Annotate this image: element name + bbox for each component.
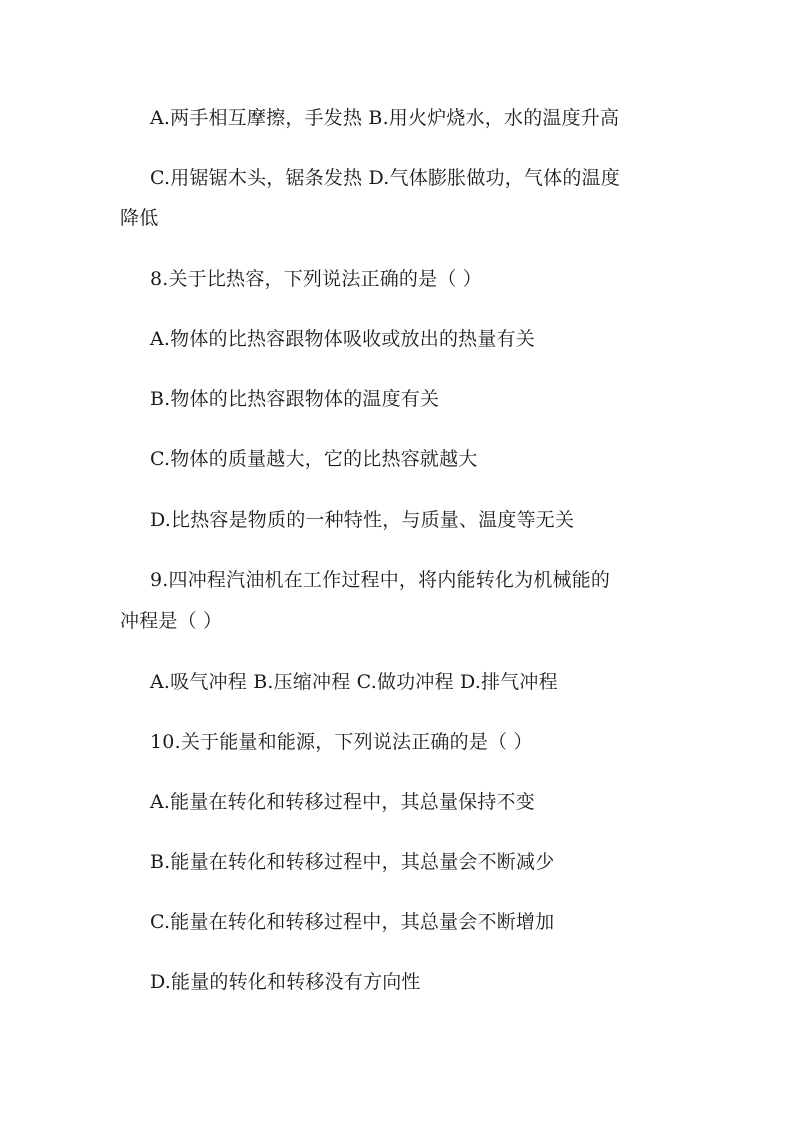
q9-options: A.吸气冲程 B.压缩冲程 C.做功冲程 D.排气冲程: [150, 671, 558, 693]
q10-option-b: B.能量在转化和转移过程中，其总量会不断减少: [150, 851, 555, 873]
q10-option-d: D.能量的转化和转移没有方向性: [150, 971, 421, 993]
q7-options-cd-continued: 降低: [120, 207, 159, 229]
question-8: 8.关于比热容，下列说法正确的是（ ）: [150, 268, 482, 290]
q7-options-cd: C.用锯锯木头，锯条发热 D.气体膨胀做功，气体的温度: [150, 167, 620, 189]
q8-option-c: C.物体的质量越大，它的比热容就越大: [150, 448, 478, 470]
q8-option-b: B.物体的比热容跟物体的温度有关: [150, 388, 440, 410]
q8-option-d: D.比热容是物质的一种特性，与质量、温度等无关: [150, 509, 575, 531]
question-9-continued: 冲程是（ ）: [120, 610, 223, 632]
question-10: 10.关于能量和能源，下列说法正确的是（ ）: [150, 731, 533, 753]
q8-option-a: A.物体的比热容跟物体吸收或放出的热量有关: [150, 328, 535, 350]
q10-option-a: A.能量在转化和转移过程中，其总量保持不变: [150, 791, 535, 813]
q10-option-c: C.能量在转化和转移过程中，其总量会不断增加: [150, 911, 555, 933]
question-9: 9.四冲程汽油机在工作过程中，将内能转化为机械能的: [150, 569, 611, 591]
q7-options-ab: A.两手相互摩擦，手发热 B.用火炉烧水，水的温度升高: [150, 107, 620, 129]
